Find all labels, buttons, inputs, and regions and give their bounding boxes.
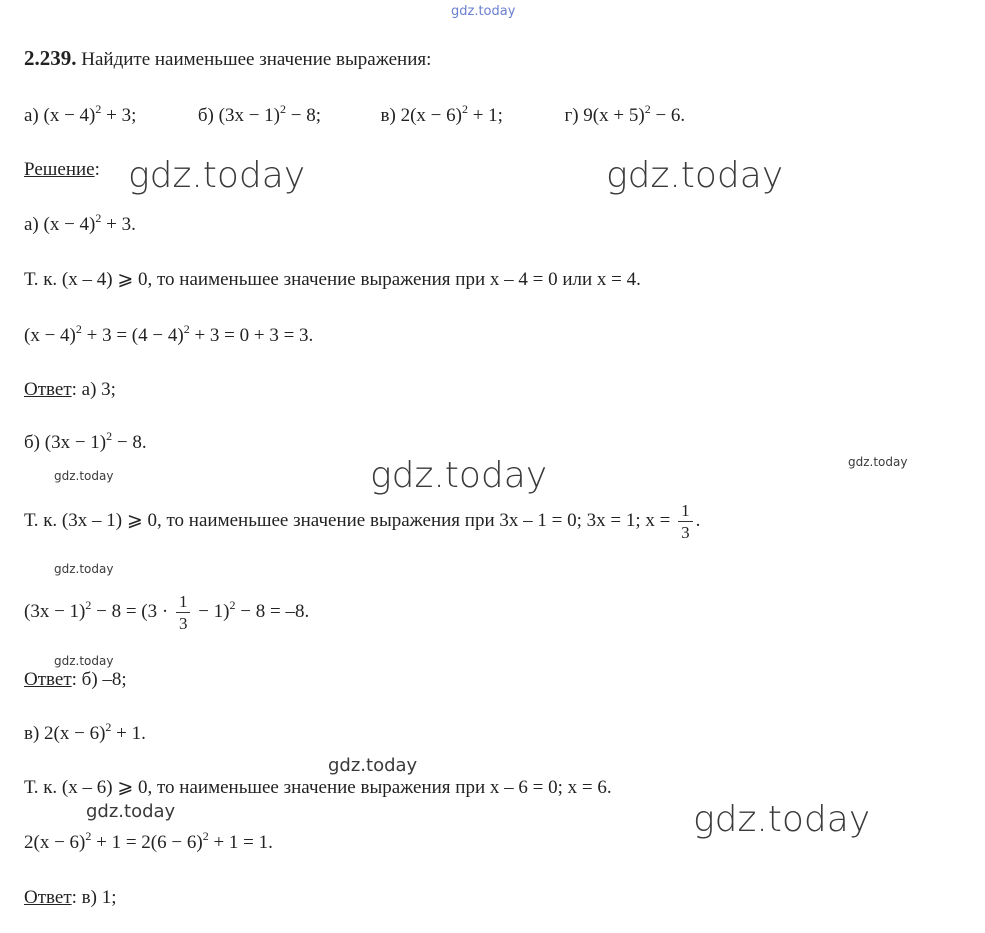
part-a-answer: Ответ: а) 3; [24,379,116,400]
part-a-heading: а) $(x - 4)^2 + 3$. [24,211,136,235]
watermark-small: gdz.today [54,469,114,483]
watermark-small: gdz.today [848,455,908,469]
option-v: в) $2(x - 6)^2 + 1$; [380,102,503,126]
part-v-calculation: $2(x - 6)^2 + 1 = 2(6 - 6)^2 + 1 = 1$. [24,829,273,853]
watermark-large: gdz.today [128,155,306,196]
watermark-small: gdz.today [54,654,114,668]
watermark-large: gdz.today [606,155,784,196]
part-b-reasoning: Т. к. (3x – 1) ⩾ 0, то наименьшее значение выражения при 3x – 1 = 0; 3x = 1; x = $\frac{1}{3}$ . [24,501,701,542]
option-b: б) $(3x - 1)^2 - 8$; [197,102,322,126]
part-b-answer: Ответ: б) –8; [24,669,127,690]
watermark-medium: gdz.today [328,755,418,776]
watermark-large: gdz.today [370,455,548,496]
part-b-heading: б) $(3x - 1)^2 - 8$. [24,429,147,453]
watermark-medium: gdz.today [86,801,176,822]
part-b-calculation: $(3x - 1)^2 - 8 = (3$ · $\frac{1}{3}$ − 1)$^2$ − 8 = –8. [24,592,310,633]
problem-header [24,48,431,69]
part-v-reasoning: Т. к. (x – 6) ⩾ 0, то наименьшее значение выражения при x – 6 = 0; x = 6. [24,777,612,798]
solution-label: Решение: [24,159,100,180]
part-v-heading: в) $2(x - 6)^2 + 1$. [24,720,146,744]
watermark-large: gdz.today [693,799,871,840]
part-a-calculation: $(x - 4)^2 + 3 = (4 - 4)^2 + 3 = 0 + 3 = 3$. [24,322,314,346]
option-g: г) $9(x + 5)^2 - 6$. [564,102,686,126]
fraction: $\frac{1}{3}$ [678,502,693,541]
watermark-top: gdz.today [451,4,516,19]
problem-options [24,102,686,126]
problem-number: 2.239. [24,46,77,70]
watermark-small: gdz.today [54,562,114,576]
part-v-answer: Ответ: в) 1; [24,887,117,908]
part-a-reasoning: Т. к. (x – 4) ⩾ 0, то наименьшее значение выражения при x – 4 = 0 или x = 4. [24,269,641,290]
fraction: $\frac{1}{3}$ [176,593,191,632]
problem-text: Найдите наименьшее значение выражения: [81,49,432,70]
option-a: а) $(x - 4)^2 + 3$; [24,102,137,126]
